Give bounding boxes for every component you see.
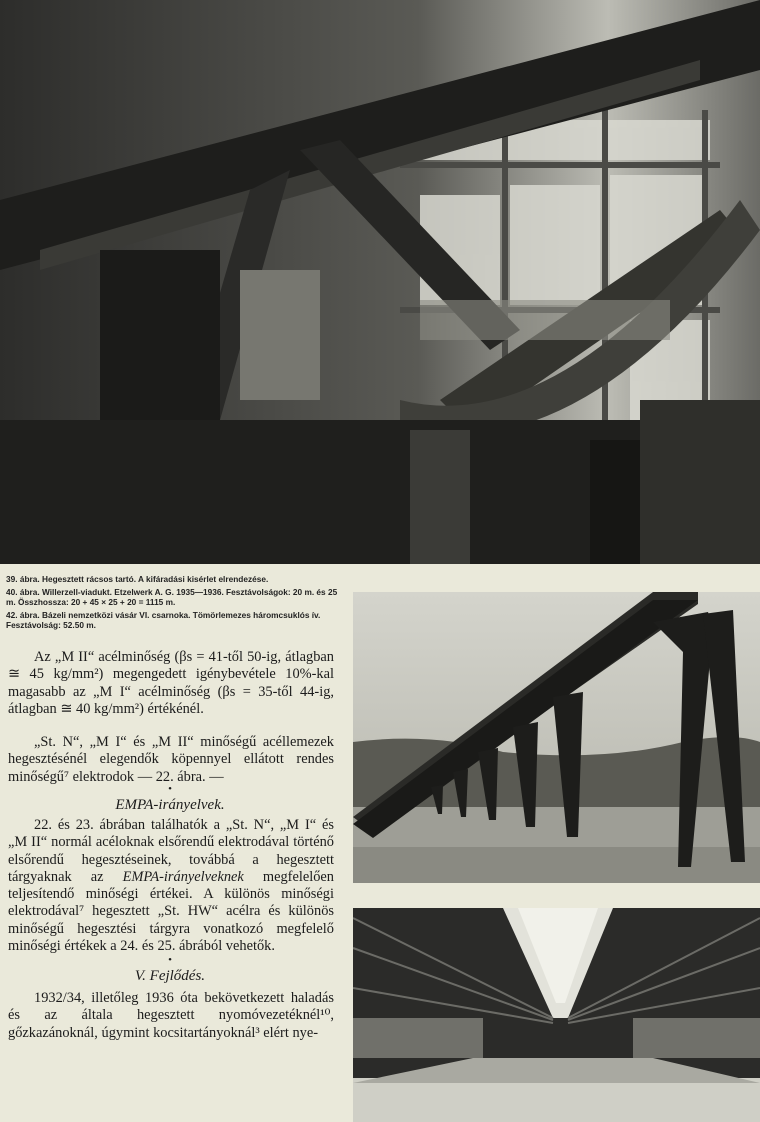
paragraph-3-part-a: 22. és 23. ábrában találhatók a „St. N“, „M I“ és „M II“ normál acéloknak elsőrendű elektrodával történő elsőrendű hegesztéseinek, továbbá a hegesztett tárgyaknak az <box>8 817 334 885</box>
figure-captions <box>6 574 341 633</box>
figure-42-photo <box>353 908 760 1122</box>
paragraph-development <box>8 990 334 1042</box>
caption-42-number: 42. ábra. <box>6 609 40 620</box>
ornament-star: • <box>168 954 172 966</box>
caption-39-text: Hegesztett rácsos tartó. A kifáradási kisérlet elrendezése. <box>41 574 269 584</box>
paragraph-3-part-b: megfelelően teljesítendő minőségi értékei. A különös minőségi elektrodával⁷ hegesztett „St. HW“ acélra és különös minőségű hegesztési tárgyra vonatkozó megfelelő minőségi értékek a 24. és 25. ábrából vehetők. <box>8 868 335 955</box>
ornament-star: • <box>168 783 172 795</box>
paragraph-steel-grades <box>8 649 334 718</box>
figure-40-photo <box>353 592 760 883</box>
paragraph-3-emphasis: EMPA-irányelveknek <box>122 868 244 885</box>
paragraph-3 <box>8 817 334 955</box>
caption-40 <box>6 587 341 608</box>
caption-40-text: Willerzell-viadukt. Etzelwerk A. G. 1935—1936. Fesztávolságok: 20 m. és 25 m. Összhossza: 20 + 45 × 25 + 20 = 1115 m. <box>6 586 338 608</box>
paragraph-2: „St. N“, „M I“ és „M II“ minőségű acéllemezek hegesztésénél elegendők köpennyel ellátott rendes minőségű⁷ elektrodok — 22. ábra. — <box>8 734 334 785</box>
caption-39-number: 39. ábra. <box>6 574 40 584</box>
section-heading-development: V. Fejlődés. <box>134 968 206 984</box>
caption-42-text: Bázeli nemzetközi vásár VI. csarnoka. Tömörlemezes háromcsuklós ív. Fesztávolság: 52.50 m. <box>6 609 321 631</box>
paragraph-electrodes <box>8 734 334 786</box>
caption-42 <box>6 610 341 631</box>
caption-39 <box>6 574 341 585</box>
paragraph-1: Az „M II“ acélminőség (βs = 41-től 50-ig, átlagban ≅ 45 kg/mm²) megengedett igénybevétele 10%-kal magasabb az „M I“ acélminőség (βs = 35-től 44-ig, átlagban ≅ 40 kg/mm²) értékénél. <box>8 649 334 717</box>
caption-40-number: 40. ábra. <box>6 586 40 597</box>
paragraph-empa <box>8 817 334 955</box>
section-heading-empa: EMPA-irányelvek. <box>115 797 225 813</box>
paragraph-4: 1932/34, illetőleg 1936 óta bekövetkezett haladás és az általa hegesztett nyomóvezetéknél¹⁰, gőzkazánoknál, úgymint kocsitartányoknál³ elért nye- <box>8 990 334 1041</box>
